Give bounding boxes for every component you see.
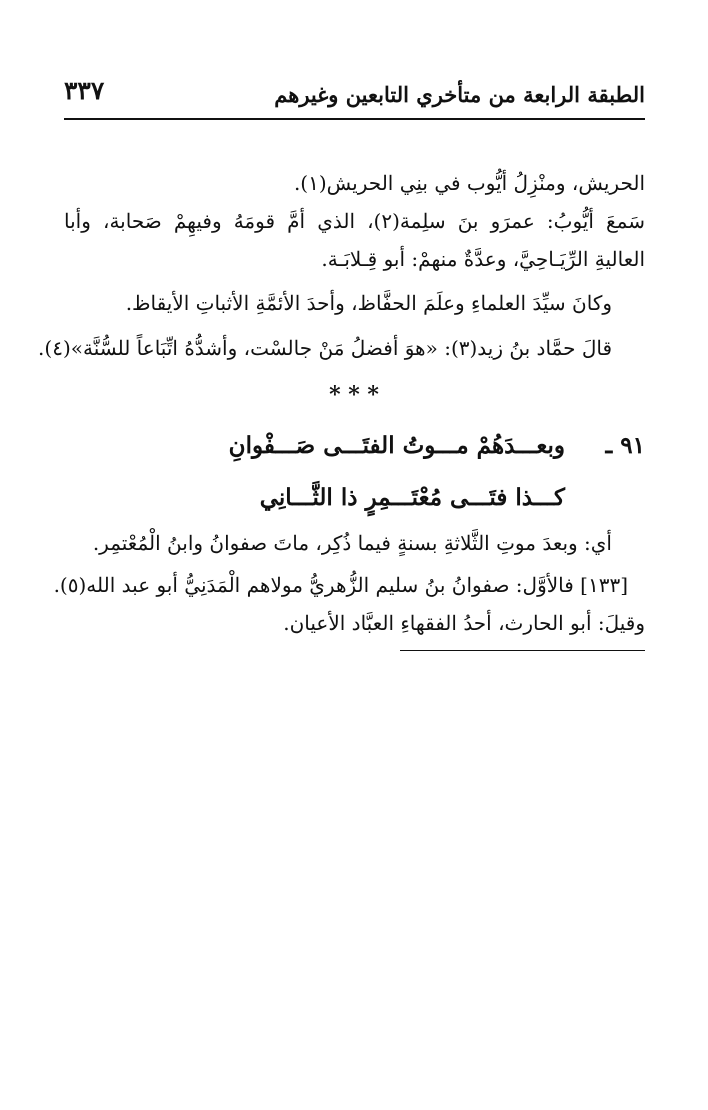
body-line-2: سَمعَ أيُّوبُ: عمرَو بنَ سلِمة(٢)، الذي أمَّ قومَهُ وفيهِمْ صَحابة، وأبا [64,209,645,233]
page-header [64,76,645,116]
verse-number: ٩١ ـ [605,432,645,459]
body-line-5: قالَ حمَّاد بنُ زيد(٣): «هوَ أفضلُ مَنْ جالسْت، وأشدُّهُ اتِّبَاعاً للسُّنَّة»(٤). [38,336,612,360]
running-title: الطبقة الرابعة من متأخري التابعين وغيرهم [274,82,645,107]
body-line-4: وكانَ سيِّدَ العلماءِ وعلَمَ الحفَّاظ، وأحدَ الأئمَّةِ الأثباتِ الأيقاظ. [125,291,612,315]
page-number: ٣٣٧ [64,76,105,105]
commentary-line-3: وقيلَ: أبو الحارث، أحدُ الفقهاءِ العبَّاد الأعيان. [283,611,645,635]
verse-hemistich-2: كـــذا فتَـــى مُعْتَـــمِرٍ ذا الثَّـــانِي [259,484,565,511]
section-separator: * * * [329,382,379,408]
verse-hemistich-1: وبعـــدَهُمْ مـــوتُ الفتَـــى صَـــفْوانِ [228,432,565,459]
header-rule [64,118,645,120]
body-line-3: العاليةِ الرِّيَـاحِيَّ، وعدَّةٌ منهمْ: أبو قِـلابَـة. [321,247,645,271]
body-line-1: الحريش، ومنْزِلُ أيُّوب في بنِي الحريش(١). [293,171,645,195]
commentary-line-2: [١٣٣] فالأوَّل: صفوانُ بنُ سليم الزُّهريُّ مولاهم الْمَدَنِيُّ أبو عبد الله(٥). [53,573,628,597]
footnote-rule [400,650,645,651]
commentary-line-1: أي: وبعدَ موتِ الثَّلاثةِ بسنةٍ فيما ذُكِر، ماتَ صفوانُ وابنُ الْمُعْتمِر. [92,531,612,555]
